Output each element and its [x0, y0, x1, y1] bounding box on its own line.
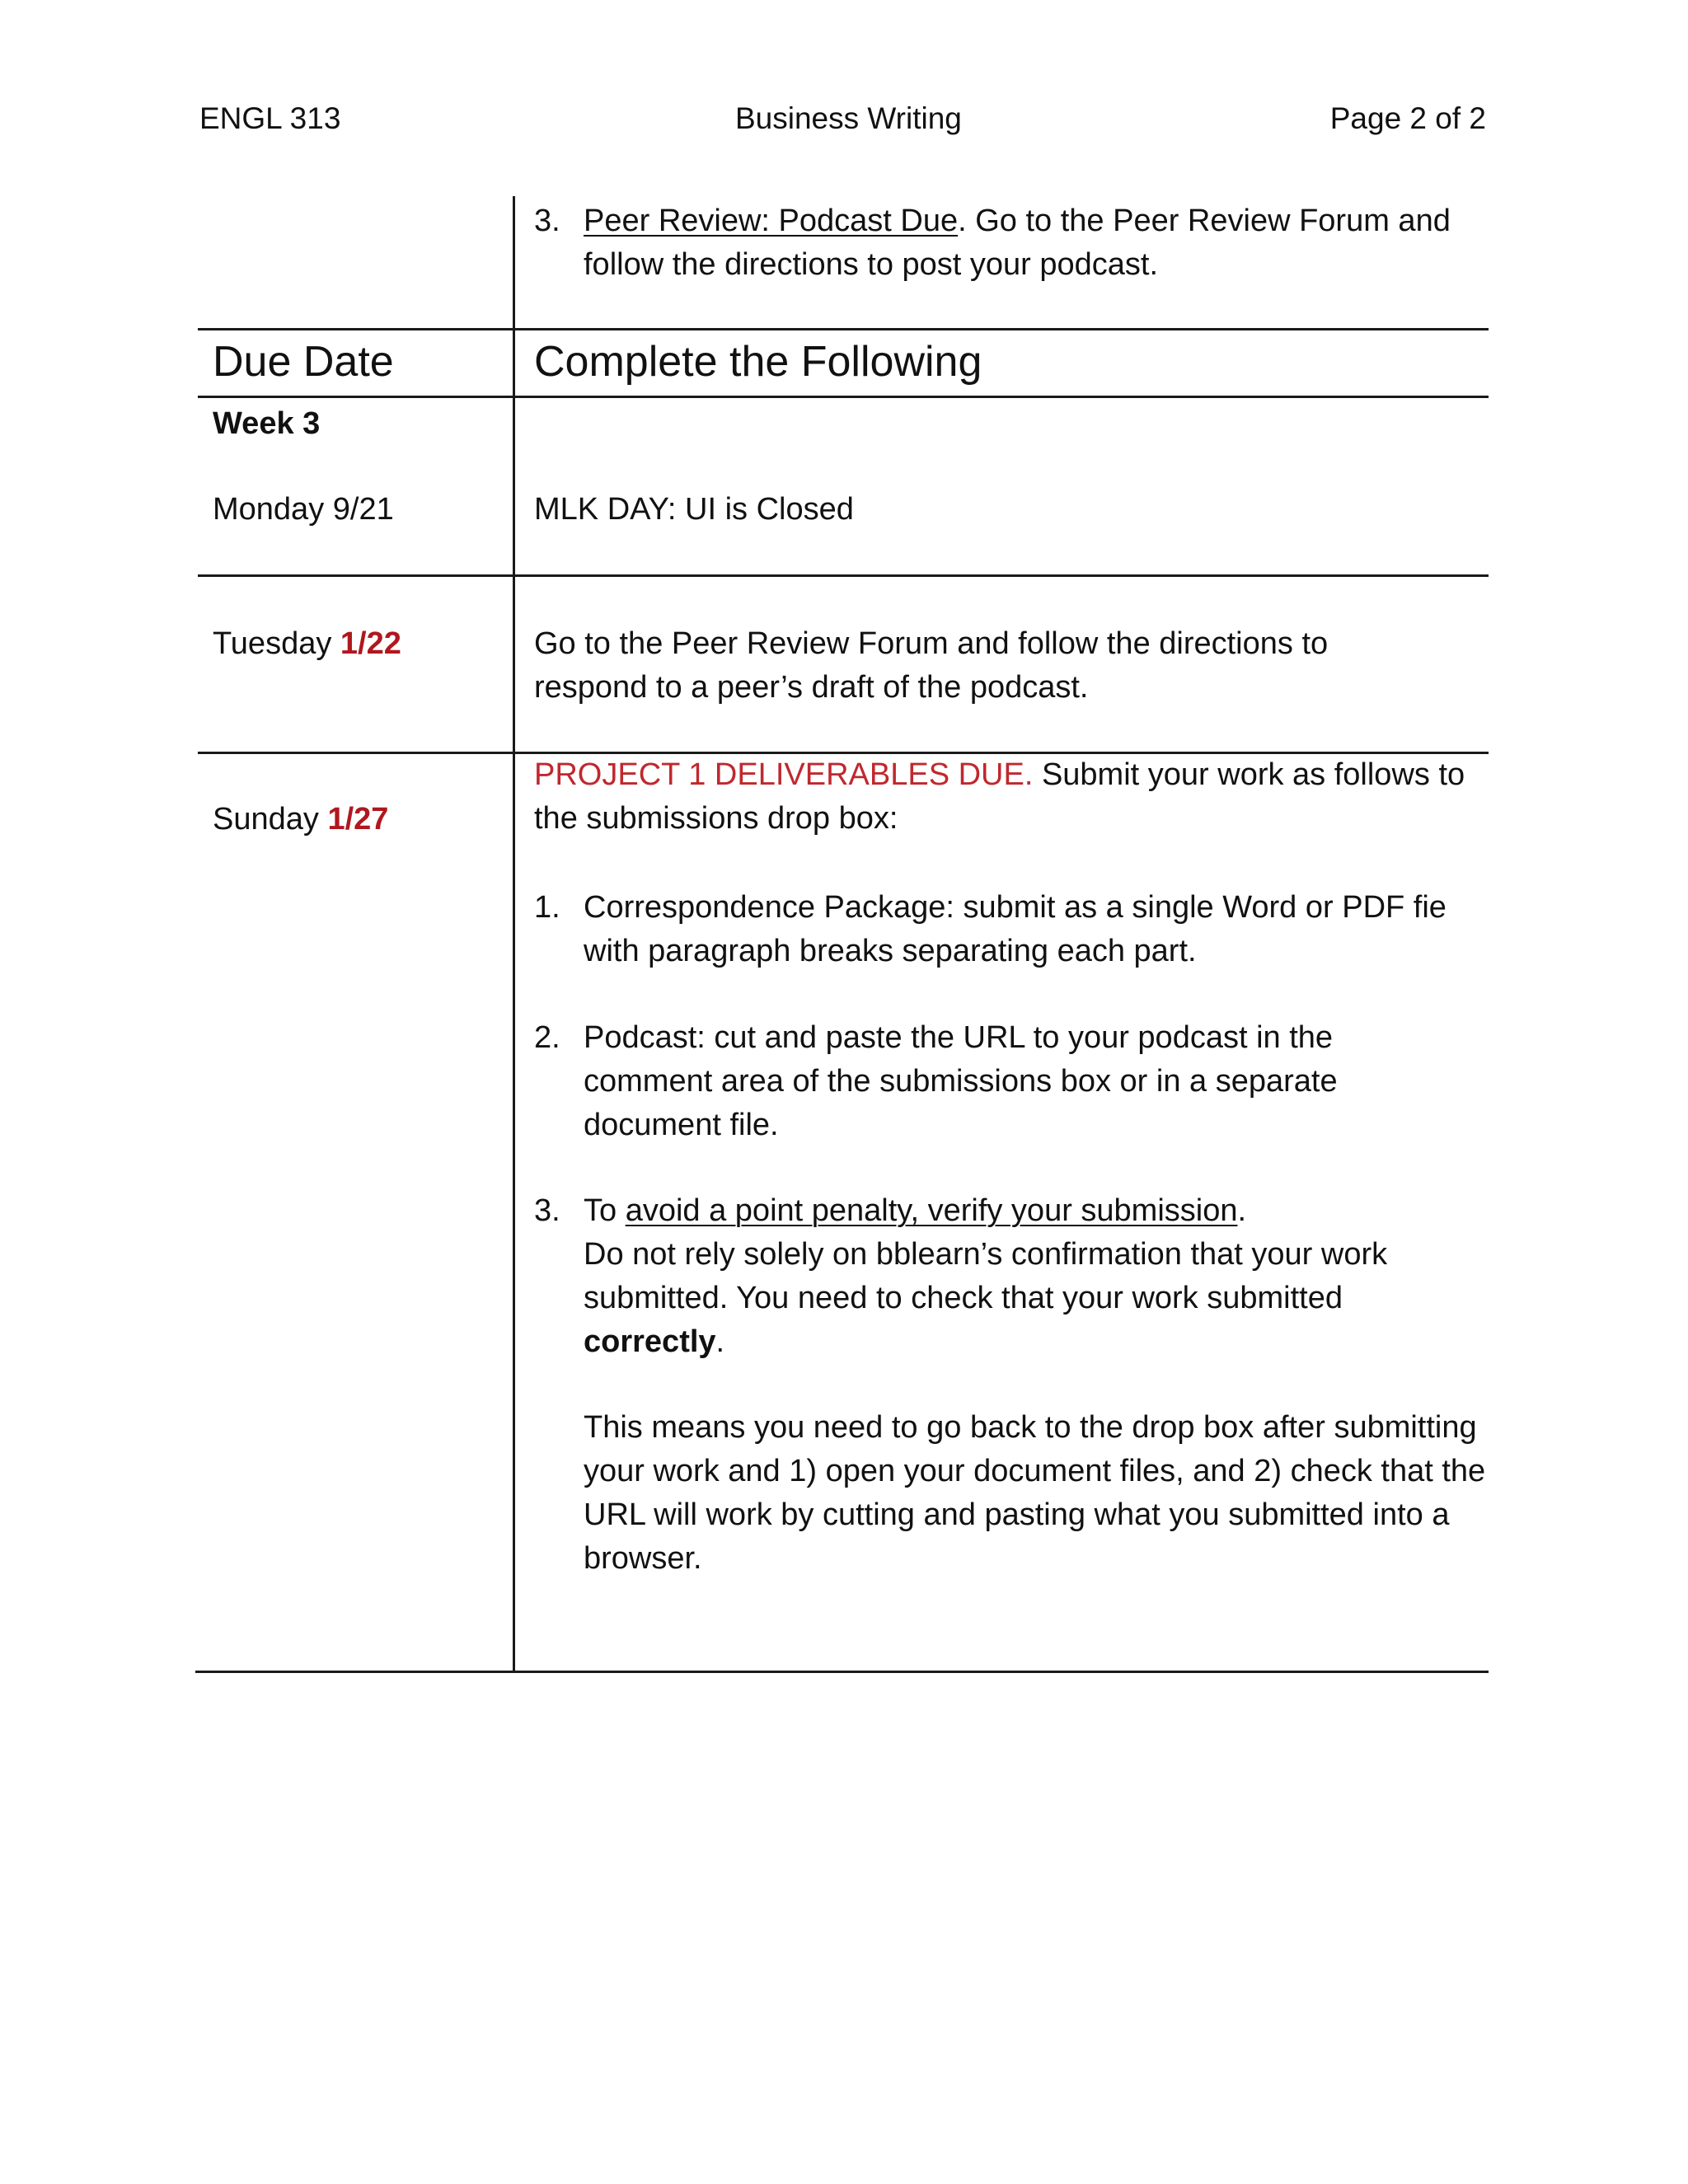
week-label: Week 3: [213, 406, 321, 441]
list-number: 3.: [534, 204, 560, 238]
correctly-emphasis: correctly: [584, 1324, 716, 1359]
verify-submission-link[interactable]: avoid a point penalty, verify your submission: [625, 1193, 1238, 1228]
column-divider: [513, 196, 515, 1673]
table-rule-top: [198, 328, 1489, 330]
monday-task: MLK DAY: UI is Closed: [534, 492, 854, 527]
table-rule-bottom: [195, 1671, 1489, 1673]
list-item-correspondence: 1. Correspondence Package: submit as a single Word or PDF fie with paragraph breaks separating each part.: [534, 890, 1447, 968]
sunday-date: Sunday 1/27: [213, 802, 389, 837]
list-item-verify: 3. To avoid a point penalty, verify your submission.: [534, 1193, 1247, 1228]
list-text: . Go to the Peer Review Forum and follow the directions to post your podcast.: [584, 204, 1451, 282]
tuesday-date: Tuesday 1/22: [213, 626, 401, 661]
table-rule-row1: [198, 574, 1489, 577]
monday-date: Monday 9/21: [213, 492, 394, 527]
deliverables-due-label: PROJECT 1 DELIVERABLES DUE.: [534, 757, 1034, 792]
list-item-podcast: 2. Podcast: cut and paste the URL to your podcast in the comment area of the submissions box or in a separate document file.: [534, 1020, 1338, 1142]
course-code: ENGL 313: [199, 101, 341, 135]
complete-header: Complete the Following: [534, 338, 982, 386]
tuesday-date-highlight: 1/22: [340, 626, 401, 661]
page-number: Page 2 of 2: [1329, 101, 1486, 135]
verify-paragraph: Do not rely solely on bblearn’s confirmation that your work submitted. You need to check that your work submitted correctly.: [584, 1237, 1388, 1359]
tuesday-task: Go to the Peer Review Forum and follow the directions to respond to a peer’s draft of the podcast.: [534, 626, 1329, 705]
course-title: Business Writing: [735, 101, 962, 135]
due-date-header: Due Date: [213, 338, 394, 386]
deliverables-intro: PROJECT 1 DELIVERABLES DUE. Submit your work as follows to the submissions drop box:: [534, 757, 1465, 836]
sunday-date-highlight: 1/27: [327, 802, 389, 837]
drop-box-instructions: This means you need to go back to the drop box after submitting your work and 1) open your document files, and 2) check that the URL will work by cutting and pasting what you submitted into a browser.: [584, 1410, 1486, 1576]
peer-review-link[interactable]: Peer Review: Podcast Due: [584, 204, 959, 238]
top-list-item: [534, 199, 1490, 287]
table-rule-header: [198, 396, 1489, 398]
